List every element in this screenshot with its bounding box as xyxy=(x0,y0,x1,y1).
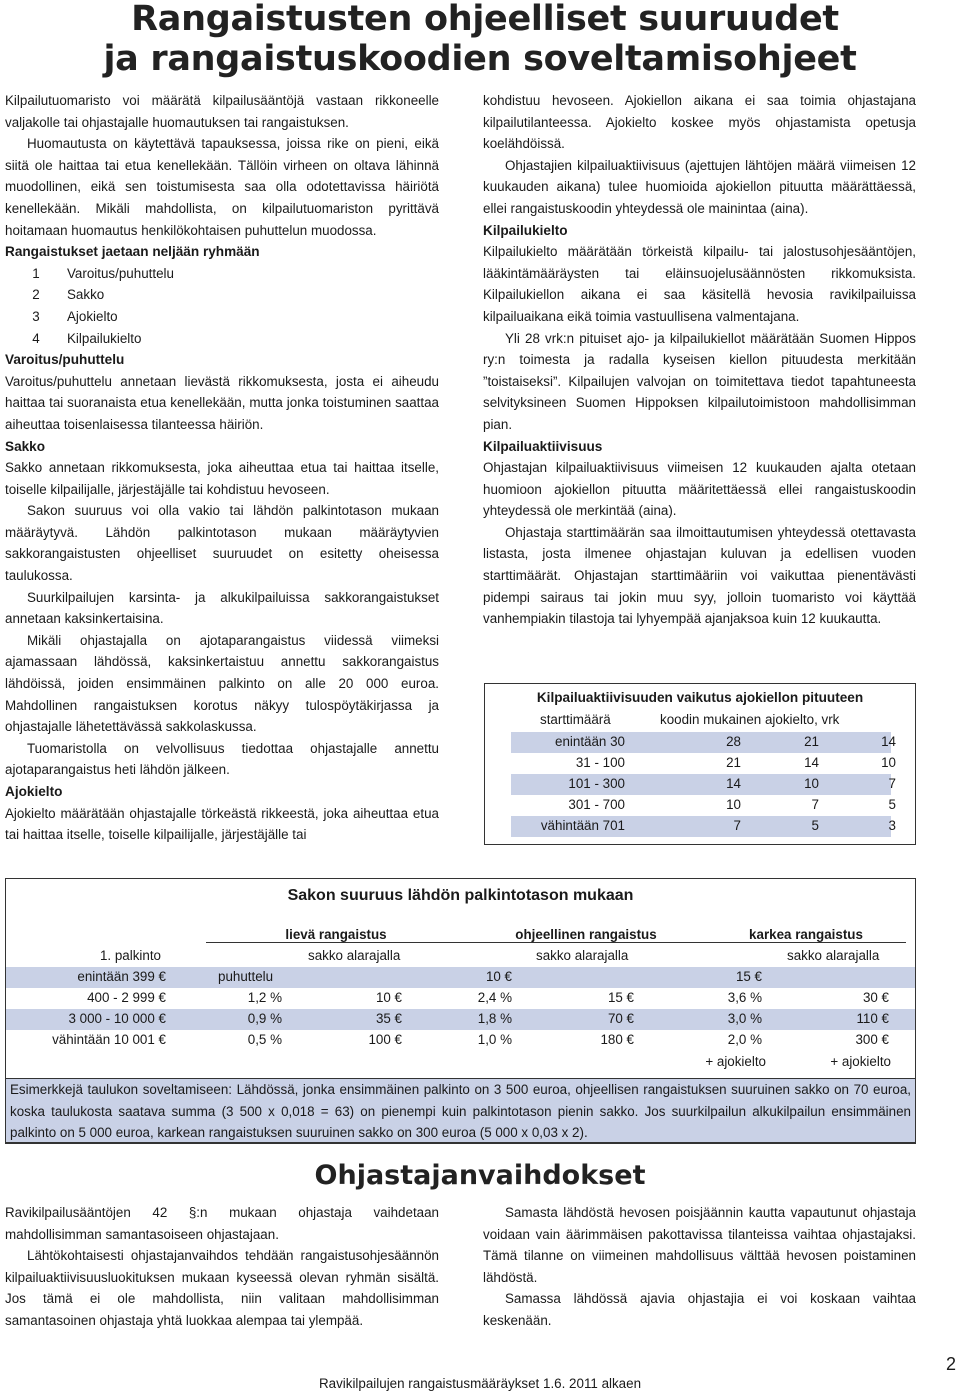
ohjastajat-paragraph: Ohjastajien kilpailuaktiivisuus (ajettujen lähtöjen määrä viimeisen 12 kuukauden aikana) tulee huomioida ajokiellon pituutta määrättäessä, ellei rangaistuskoodin yhteydessä ole mainintaa (aina). xyxy=(483,157,916,216)
vaihdos-paragraph: Ravikilpailusääntöjen 42 §:n mukaan ohjastaja vaihdetaan mahdollisimman samantasoiseen ohjastajaan. xyxy=(5,1205,439,1242)
sakko-heading: Sakko xyxy=(5,438,46,454)
sakko-paragraph: Sakon suuruus voi olla vakio tai lähdön palkintotason mukaan määräytyvä. Lähdön palkintotason mukaan määräytyvien sakkorangaistusten ohjeelliset suuruudet on esitetty oheisessa taulukossa. xyxy=(5,503,439,584)
sakko-paragraph: Suurkilpailujen karsinta- ja alkukilpailuissa sakkorangaistukset annetaan kaksinkertaisina. xyxy=(5,589,439,627)
page-number: 2 xyxy=(945,1354,956,1374)
vaihdos-paragraph: Lähtökohtaisesti ohjastajanvaihdos tehdään rangaistusohjesäännön kilpailuaktiivisuusluokituksen mukaan kyseessä olevan ryhmän sisältä. Jos tämä ei ole mahdollista, niin valitaan mahdollisimman samantasoinen ohjastaja yhtä luokkaa alempaa tai ylempää. xyxy=(5,1248,439,1328)
activity-table-title: Kilpailuaktiivisuuden vaikutus ajokiellon pituuteen xyxy=(536,690,864,705)
fine-group-header: karkea rangaistus xyxy=(706,927,906,943)
intro-paragraph: Kilpailutuomaristo voi määrätä kilpailusääntöjä vastaan rikkoneelle valjakolle tai ohjastajalle huomautuksen tai rangaistuksen. xyxy=(5,93,439,130)
table-row: vähintään 701 7 5 3 xyxy=(511,816,891,837)
table-row: vähintään 10 001 € 0,5 % 100 € 1,0 % 180 € 2,0 % 300 € xyxy=(52,1032,889,1047)
kilpailukielto-heading: Kilpailukielto xyxy=(483,222,568,238)
table-row: enintään 399 € puhuttelu 10 € 15 € xyxy=(6,967,915,988)
table-row: 1. palkinto sakko alarajalla sakko alarajalla sakko alarajalla xyxy=(99,948,880,963)
activity-table xyxy=(484,683,916,845)
group-item: 4 Kilpailukielto xyxy=(32,330,142,346)
table-row: 3 000 - 10 000 € 0,9 % 35 € 1,8 % 70 € 3,0 % 110 € xyxy=(6,1009,915,1030)
page-title-line-1: Rangaistusten ohjeelliset suuruudet xyxy=(131,0,839,39)
group-item: 3 Ajokielto xyxy=(32,308,118,324)
ajokielto-paragraph: Ajokielto määrätään ohjastajalle törkeästä rikkeestä, joka aiheuttaa etua tai haittaa itselle, toiselle kilpailijalle, järjestäjälle tai xyxy=(5,805,439,843)
huomautus-paragraph: Huomautusta on käytettävä tapauksessa, joissa rike on pieni, eikä siitä ole haittaa tai etua kenellekään. Tällöin virheen on oltava lähinnä muodollinen, eikä sen toistumisesta saa olla odotettavissa häiriötä kenellekään. Mikäli mahdollista, on kilpailutuomariston pyrittävä hoitamaan huomautus henkilökohtaisen puhuttelun muodossa. xyxy=(5,136,439,238)
example-box: Esimerkkejä taulukon soveltamiseen: Lähdössä, jonka ensimmäinen palkinto on 3 500 euroa, ohjeellisen rangaistuksen suuruinen sakko on 70 euroa, koska taulukosta saatava summa (3 500 x 0,018 = 63) on pienempi kuin palkintotason pienin sakko. Jos suurkilpailun alkukilpailun ensimmäinen palkinto on 5 000 euroa, karkean rangaistuksen suuruinen sakko on 300 euroa (5 000 x 0,03 x 2). xyxy=(5,1078,916,1143)
table-row: 301 - 700 10 7 5 xyxy=(568,797,896,812)
section-title: Ohjastajanvaihdokset xyxy=(314,1160,646,1191)
table-row: 400 - 2 999 € 1,2 % 10 € 2,4 % 15 € 3,6 % 30 € xyxy=(87,990,889,1005)
group-item: 1 Varoitus/puhuttelu xyxy=(32,265,174,281)
sakko-paragraph: Sakko annetaan rikkomuksesta, joka aiheuttaa etua tai haittaa itselle, toiselle kilpailijalle, järjestäjälle tai kohdistuu hevoseen. xyxy=(5,460,439,497)
bottom-right-column xyxy=(483,1202,916,1332)
kilpailukielto-paragraph: Kilpailukielto määrätään törkeistä kilpailu- tai jalostusohjesääntöjen, lääkintämääräysten tai eläinsuojelusäännösten rikkomuksista. Kilpailukiellon aikana ei saa käsitellä hevosia ravikilpailuissa kilpailuaikana eikä toimia vastuullisena valmentajana. xyxy=(483,244,916,324)
ajokielto-heading: Ajokielto xyxy=(5,784,63,799)
page-title-line-2: ja rangaistuskoodien soveltamisohjeet xyxy=(103,39,857,79)
vaihdos-paragraph: Samasta lähdöstä hevosen poisjäännin kautta vapautunut ohjastaja voidaan vain äärimmäisen pakottavissa tilanteissa vaihtaa ohjastajaksi. Tämä tilanne on viimeinen mahdollisuus välttää hevosen poistaminen lähdöstä. xyxy=(483,1205,916,1285)
table-row: 31 - 100 21 14 10 xyxy=(575,755,896,770)
ajokielto-continued-paragraph: kohdistuu hevoseen. Ajokiellon aikana ei saa toimia ohjastajana kilpailutilanteessa. Ajokielto koskee myös ohjastamista opetusja koelähdöissä. xyxy=(483,93,916,152)
groups-heading: Rangaistukset jaetaan neljään ryhmään xyxy=(5,244,260,260)
varoitus-heading: Varoitus/puhuttelu xyxy=(5,352,125,368)
fine-table-title: Sakon suuruus lähdön palkintotason mukaan xyxy=(287,887,634,904)
bottom-left-column xyxy=(5,1202,439,1332)
page-footer: Ravikilpailujen rangaistusmääräykset 1.6. 2011 alkaen xyxy=(318,1376,642,1391)
fine-group-header: ohjeellinen rangaistus xyxy=(466,927,706,943)
sakko-paragraph: Tuomaristolla on velvollisuus tiedottaa ohjastajalle annettu ajotaparangaistus heti lähdön jälkeen. xyxy=(5,740,439,778)
table-row: enintään 30 28 21 14 xyxy=(511,732,891,753)
sakko-paragraph: Mikäli ohjastajalla on ajotaparangaistus viidessä viimeksi ajamassaan lähdössä, kaksinkertaistuu annettu sakkorangaistus lähdöissä, joiden ensimmäinen palkinto on alle 20 000 euroa. Mahdollinen rangaistuksen korotus näkyy tulospöytäkirjassa ja ohjastajalle lähetettävässä sakkolaskussa. xyxy=(5,632,439,735)
varoitus-paragraph: Varoitus/puhuttelu annetaan lievästä rikkomuksesta, josta ei aiheudu haittaa tai suoranaista etua kenellekään, mutta jonka toistuminen saattaa aiheuttaa toisenlaisessa tilanteessa häiriön. xyxy=(5,373,439,432)
group-item: 2 Sakko xyxy=(32,287,105,303)
table-row: + ajokielto + ajokielto xyxy=(705,1054,891,1069)
table-row: 101 - 300 14 10 7 xyxy=(511,774,891,795)
vaihdos-paragraph: Samassa lähdössä ajavia ohjastajia ei voi koskaan vaihtaa keskenään. xyxy=(483,1291,916,1328)
activity-table-col-header: koodin mukainen ajokielto, vrk xyxy=(660,712,840,727)
aktiivisuus-heading: Kilpailuaktiivisuus xyxy=(483,438,603,454)
aktiivisuus-paragraph: Ohjastaja starttimäärän saa ilmoittautumisen yhteydessä otettavasta listasta, josta ilmenee ohjastajan kuluvan ja edellisen vuoden starttimäärät. Ohjastajan starttimääriin voi vaikuttaa pienentävästi pidempi sairaus tai jokin muu syy, jolloin tuomaristo voi käyttää vanhempiakin tilastoja tai lyhyempää ajanjaksoa kuin 12 kuukautta. xyxy=(483,524,916,627)
fine-group-header: lievä rangaistus xyxy=(206,927,466,943)
kilpailukielto-paragraph: Yli 28 vrk:n pituiset ajo- ja kilpailukiellot määrätään Suomen Hippos ry:n toimesta ja radalla kyseisen kiellon pituudesta merkitään ”toistaiseksi”. Kilpailujen valvojan on toimitettava tiedot tapahtuneesta selvityksineen Suomen Hippoksen kilpailutoimistoon mahdollisimman pian. xyxy=(483,330,916,432)
left-column xyxy=(5,90,439,846)
aktiivisuus-paragraph: Ohjastajan kilpailuaktiivisuus viimeisen 12 kuukauden ajalta otetaan huomioon ajokiellon pituutta määritettäessä ellei rangaistuskoodin yhteydessä ole merkintää (aina). xyxy=(483,460,916,519)
activity-table-col-header: starttimäärä xyxy=(540,712,611,727)
right-column xyxy=(483,90,916,630)
